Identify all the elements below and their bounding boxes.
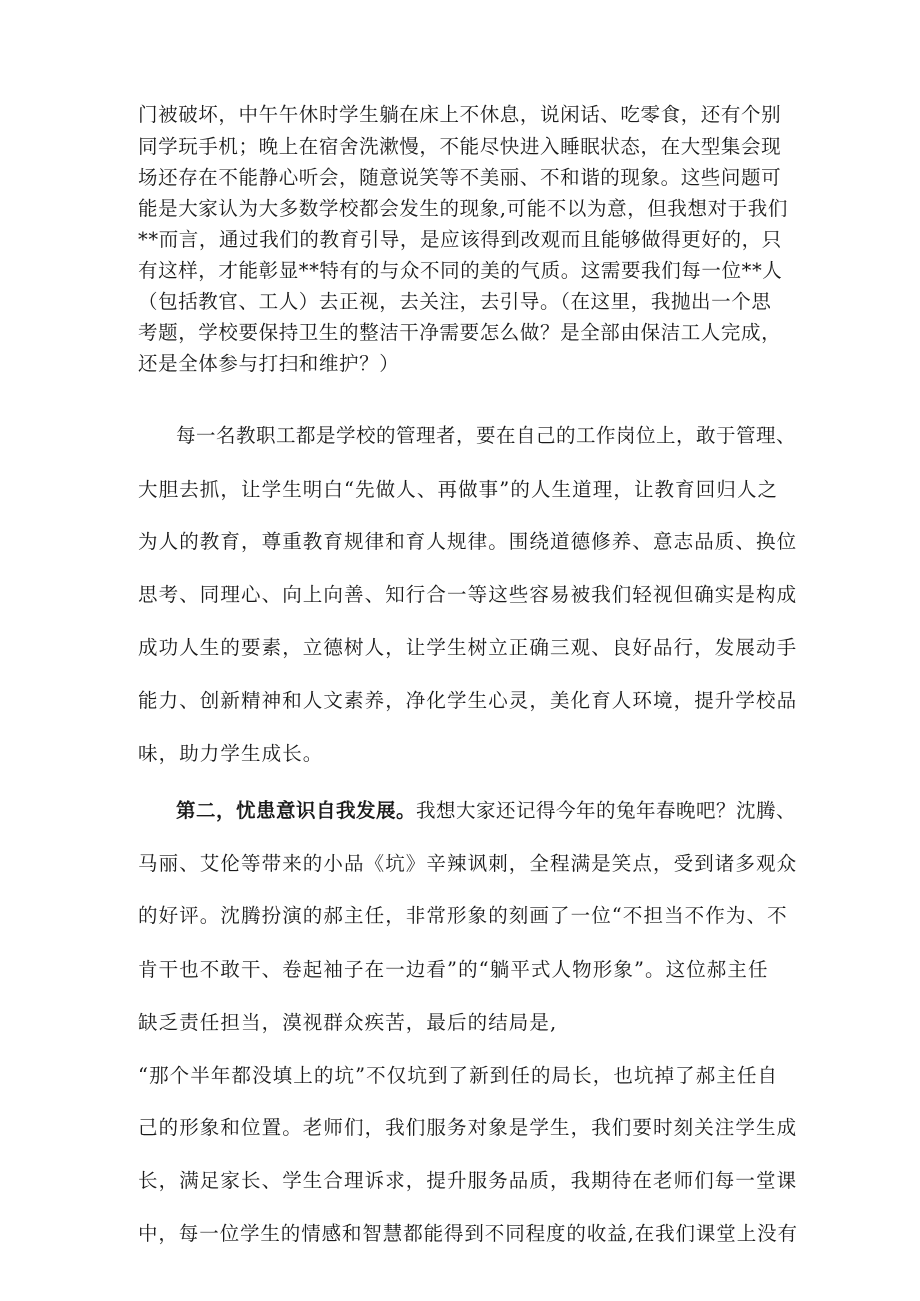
paragraph3-line-7: 己的形象和位置。老师们，我们服务对象是学生，我们要时刻关注学生成 (138, 1116, 798, 1139)
paragraph3-line-4: 肯干也不敢干、卷起袖子在一边看”的“躺平式人物形象”。这位郝主任 (138, 958, 769, 981)
paragraph1-line-7: （包括教官、工人）去正视，去关注，去引导。（在这里，我抛出一个思 (138, 290, 772, 313)
paragraph2-line-2: 大胆去抓，让学生明白“先做人、再做事”的人生道理，让教育回归人之 (138, 478, 779, 501)
paragraph3-line-8: 长，满足家长、学生合理诉求，提升服务品质，我期待在老师们每一堂课 (138, 1169, 798, 1192)
paragraph3-first-line (176, 799, 796, 823)
paragraph2-line-5: 成功人生的要素，立德树人，让学生树立正确三观、良好品行，发展动手 (138, 636, 798, 659)
paragraph2-line-7: 味，助力学生成长。 (138, 742, 324, 765)
paragraph1-line-2: 同学玩手机；晚上在宿舍洗漱慢，不能尽快进入睡眠状态，在大型集会现 (138, 135, 782, 158)
paragraph1-line-6: 有这样，才能彰显**特有的与众不同的美的气质。这需要我们每一位**人 (138, 259, 783, 282)
paragraph1-line-5: **而言，通过我们的教育引导，是应该得到改观而且能够做得更好的，只 (138, 228, 782, 251)
paragraph2-line-3: 为人的教育，尊重教育规律和育人规律。围绕道德修养、意志品质、换位 (138, 530, 798, 553)
paragraph1-line-8: 考题，学校要保持卫生的整洁干净需要怎么做？是全部由保洁工人完成， (138, 321, 782, 344)
section-heading: 第二，忧患意识自我发展。 (176, 799, 417, 822)
paragraph2-line-1: 每一名教职工都是学校的管理者，要在自己的工作岗位上，敢于管理、 (176, 424, 797, 447)
paragraph1-line-4: 能是大家认为大多数学校都会发生的现象,可能不以为意，但我想对于我们 (138, 197, 788, 220)
paragraph3-first-line-rest: 我想大家还记得今年的兔年春晚吧？沈腾、 (416, 799, 797, 822)
paragraph1-line-9: 还是全体参与打扫和维护？） (138, 352, 400, 375)
paragraph3-line-3: 的好评。沈腾扮演的郝主任，非常形象的刻画了一位“不担当不作为、不 (138, 904, 788, 927)
paragraph3-line-2: 马丽、艾伦等带来的小品《坑》辛辣讽刺，全程满是笑点，受到诸多观众 (138, 852, 798, 875)
paragraph2-line-6: 能力、创新精神和人文素养，净化学生心灵，美化育人环境，提升学校品 (138, 689, 798, 712)
paragraph3-line-9: 中，每一位学生的情感和智慧都能得到不同程度的收益,在我们课堂上没有 (138, 1222, 798, 1245)
paragraph1-line-1: 门被破坏，中午午休时学生躺在床上不休息，说闲话、吃零食，还有个别 (138, 103, 782, 126)
paragraph3-line-5: 缺乏责任担当，漠视群众疾苦，最后的结局是, (138, 1011, 558, 1034)
paragraph2-line-4: 思考、同理心、向上向善、知行合一等这些容易被我们轻视但确实是构成 (138, 583, 798, 606)
paragraph1-line-3: 场还存在不能静心听会，随意说笑等不美丽、不和谐的现象。这些问题可 (138, 166, 782, 189)
paragraph3-line-6: “那个半年都没填上的坑”不仅坑到了新到任的局长，也坑掉了郝主任自 (138, 1064, 779, 1087)
